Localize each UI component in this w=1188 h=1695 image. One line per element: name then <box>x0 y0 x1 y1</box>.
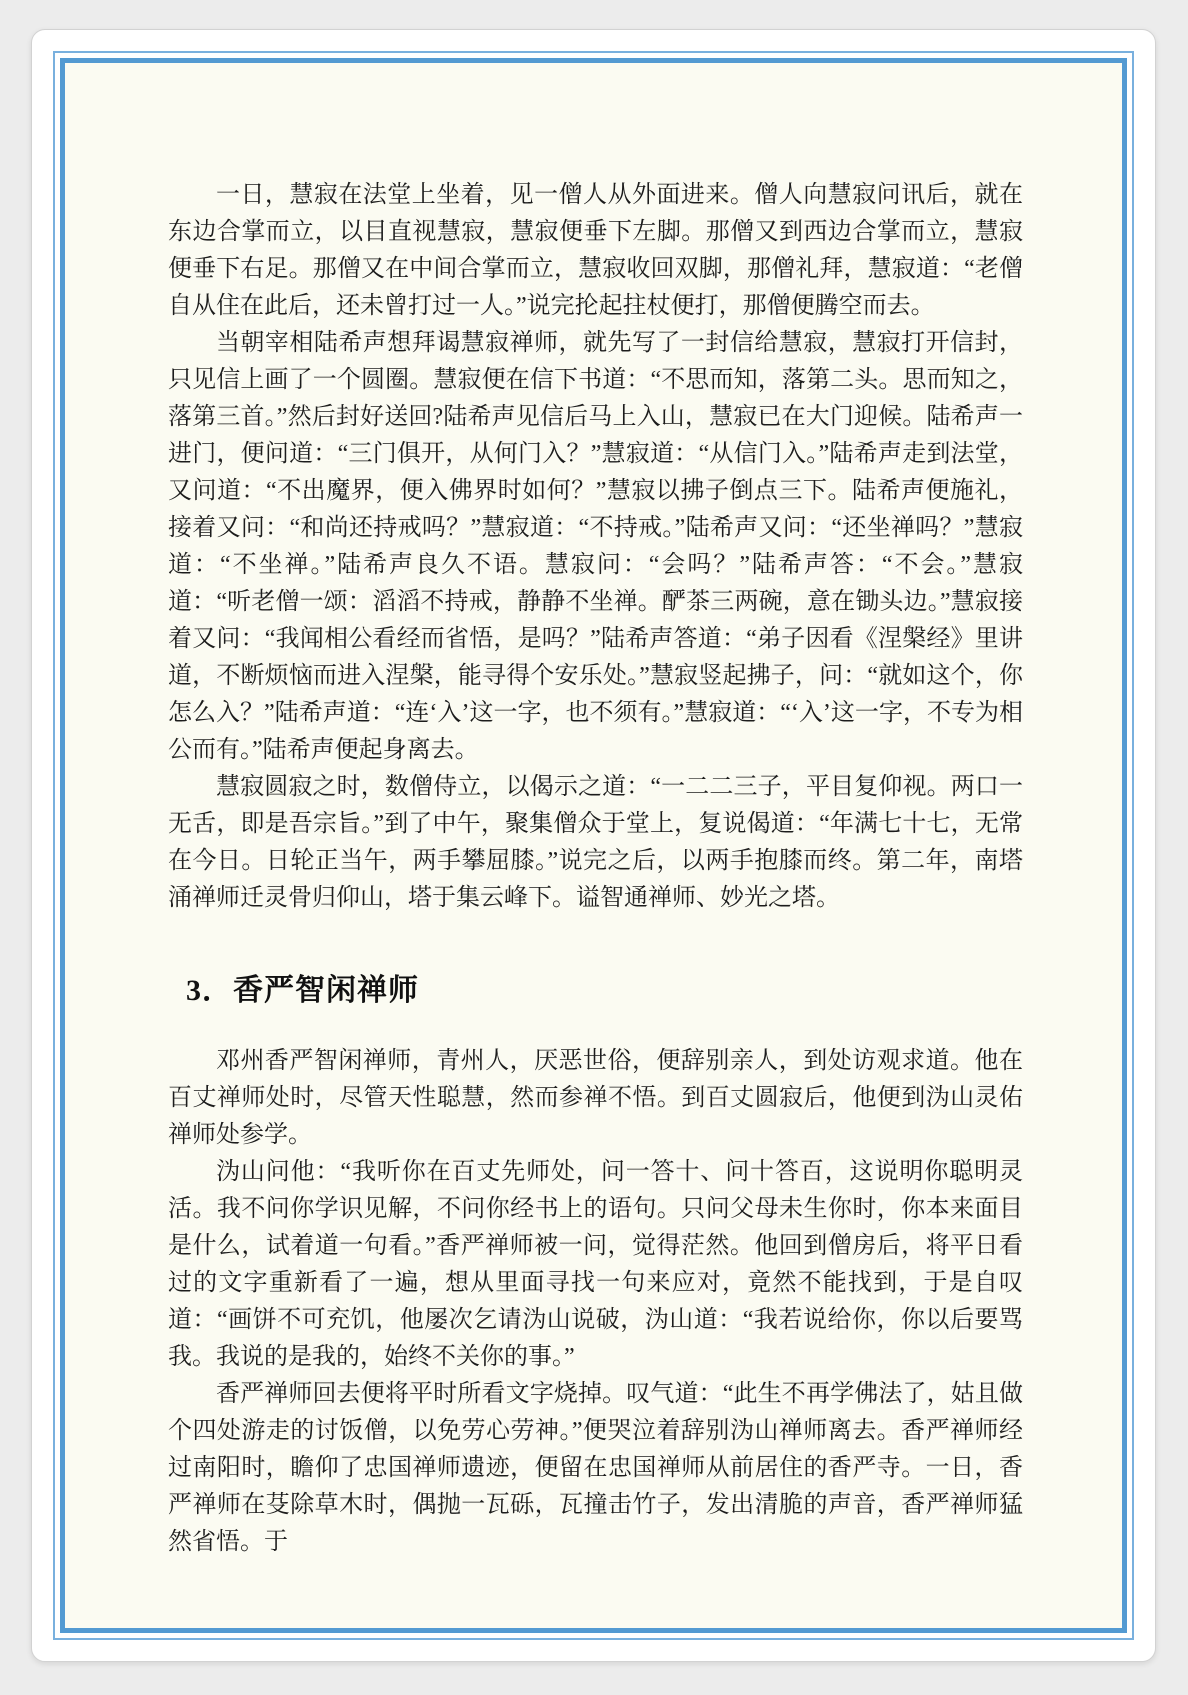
paragraph: 邓州香严智闲禅师，青州人，厌恶世俗，便辞别亲人，到处访观求道。他在百丈禅师处时，尽管天性聪慧，然而参禅不悟。到百丈圆寂后，他便到沩山灵佑禅师处参学。 <box>168 1048 1023 1148</box>
page-text-block <box>168 177 1023 1561</box>
paragraph: 慧寂圆寂之时，数僧侍立，以偈示之道：“一二二三子，平目复仰视。两口一无舌，即是吾宗旨。”到了中午，聚集僧众于堂上，复说偈道：“年满七十七，无常在今日。日轮正当午，两手攀屈膝。”说完之后，以两手抱膝而终。第二年，南塔涌禅师迁灵骨归仰山，塔于集云峰下。谥智通禅师、妙光之塔。 <box>168 774 1023 911</box>
section-heading: 3．香严智闲禅师 <box>186 974 419 1007</box>
paragraph: 沩山问他：“我听你在百丈先师处，问一答十、问十答百，这说明你聪明灵活。我不问你学识见解，不问你经书上的语句。只问父母未生你时，你本来面目是什么，试着道一句看。”香严禅师被一问，觉得茫然。他回到僧房后，将平日看过的文字重新看了一遍，想从里面寻找一句来应对，竟然不能找到，于是自叹道：“画饼不可充饥，他屡次乞请沩山说破，沩山道：“我若说给你，你以后要骂我。我说的是我的，始终不关你的事。” <box>168 1159 1023 1370</box>
paragraph: 一日，慧寂在法堂上坐着，见一僧人从外面进来。僧人向慧寂问讯后，就在东边合掌而立，以目直视慧寂，慧寂便垂下左脚。那僧又到西边合掌而立，慧寂便垂下右足。那僧又在中间合掌而立，慧寂收回双脚，那僧礼拜，慧寂道：“老僧自从住在此后，还未曾打过一人。”说完抡起拄杖便打，那僧便腾空而去。 <box>168 182 1023 319</box>
inner-blue-frame <box>60 58 1127 1633</box>
document-card <box>31 29 1156 1662</box>
paragraph: 香严禅师回去便将平时所看文字烧掉。叹气道：“此生不再学佛法了，姑且做个四处游走的讨饭僧，以免劳心劳神。”便哭泣着辞别沩山禅师离去。香严禅师经过南阳时，瞻仰了忠国禅师遗迹，便留在忠国禅师从前居住的香严寺。一日，香严禅师在芟除草木时，偶抛一瓦砾，瓦撞击竹子，发出清脆的声音，香严禅师猛然省悟。于 <box>168 1381 1023 1555</box>
paragraph: 当朝宰相陆希声想拜谒慧寂禅师，就先写了一封信给慧寂，慧寂打开信封，只见信上画了一个圆圈。慧寂便在信下书道：“不思而知，落第二头。思而知之，落第三首。”然后封好送回?陆希声见信后马上入山，慧寂已在大门迎候。陆希声一进门，便问道：“三门俱开，从何门入？”慧寂道：“从信门入。”陆希声走到法堂，又问道：“不出魔界，便入佛界时如何？”慧寂以拂子倒点三下。陆希声便施礼，接着又问：“和尚还持戒吗？”慧寂道：“不持戒。”陆希声又问：“还坐禅吗？”慧寂道：“不坐禅。”陆希声良久不语。慧寂问：“会吗？”陆希声答：“不会。”慧寂道：“听老僧一颂：滔滔不持戒，静静不坐禅。酽茶三两碗，意在锄头边。”慧寂接着又问：“我闻相公看经而省悟，是吗？”陆希声答道：“弟子因看《涅槃经》里讲道，不断烦恼而进入涅槃，能寻得个安乐处。”慧寂竖起拂子，问：“就如这个，你怎么入？”陆希声道：“连‘入’这一字，也不须有。”慧寂道：“‘入’这一字，不专为相公而有。”陆希声便起身离去。 <box>168 330 1023 763</box>
